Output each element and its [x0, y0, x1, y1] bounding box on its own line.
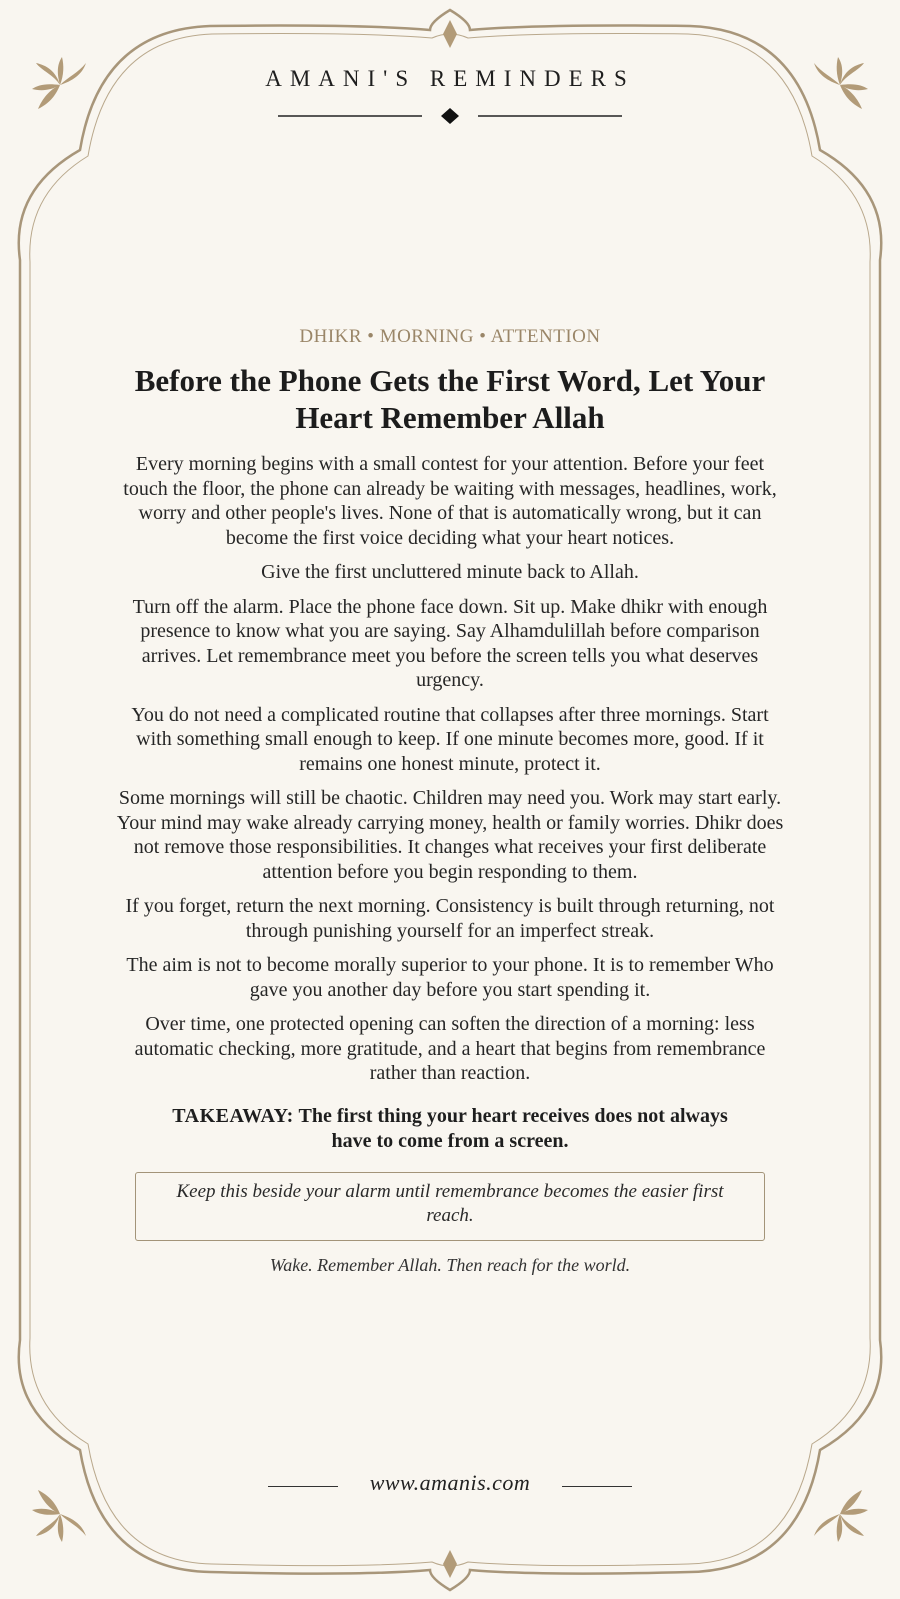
- article-paragraph: You do not need a complicated routine that collapses after three mornings. Start with something small enough to keep. If one minute becomes more, good. If it remains one honest minute, protect it.: [131, 703, 769, 775]
- sign-off: Wake. Remember Allah. Then reach for the world.: [269, 1254, 631, 1275]
- takeaway: [150, 1104, 750, 1154]
- article-paragraph: Over time, one protected opening can soften the direction of a morning: less automatic checking, more gratitude, and a heart that begins from remembrance rather than reaction.: [134, 1013, 766, 1084]
- article-paragraph: Every morning begins with a small contest for your attention. Before your feet touch the floor, the phone can already be waiting with messages, headlines, work, worry and other people's lives. None of that is automatically wrong, but it can become the first voice deciding what your heart notices.: [123, 453, 777, 549]
- takeaway-label: TAKEAWAY:: [172, 1104, 294, 1127]
- article-paragraph: Some mornings will still be chaotic. Children may need you. Work may start early. Your mind may wake already carrying money, health or family worries. Dhikr does not remove those responsibilities. It changes what receives your first deliberate attention before you begin responding to them.: [116, 787, 784, 883]
- corner-flourish-icon-bottom-right: [814, 1490, 868, 1542]
- top-diamond-icon: [443, 20, 457, 48]
- footer-website-link[interactable]: www.amanis.com: [369, 1470, 531, 1495]
- article-paragraph: If you forget, return the next morning. Consistency is built through returning, not through punishing yourself for an imperfect streak.: [125, 895, 775, 942]
- corner-flourish-icon-bottom-left: [32, 1490, 86, 1542]
- article: [113, 326, 787, 1276]
- article-paragraph: Give the first uncluttered minute back to Allah.: [261, 561, 639, 583]
- reminder-note-box: Keep this beside your alarm until remembrance becomes the easier first reach.: [135, 1172, 765, 1241]
- bottom-diamond-icon: [443, 1550, 457, 1578]
- article-paragraph: The aim is not to become morally superior to your phone. It is to remember Who gave you another day before you start spending it.: [126, 954, 774, 1001]
- article-kicker: DHIKR • MORNING • ATTENTION: [299, 326, 601, 347]
- brand-title: AMANI'S REMINDERS: [265, 66, 635, 91]
- brand-divider: [0, 108, 900, 124]
- divider-diamond-icon: [441, 108, 459, 124]
- footer: [0, 1470, 900, 1496]
- article-paragraph: Turn off the alarm. Place the phone face down. Sit up. Make dhikr with enough presence to know what you are saying. Say Alhamdulillah before comparison arrives. Let remembrance meet you before the screen tells you what deserves urgency.: [132, 595, 768, 691]
- takeaway-text: The first thing your heart receives does not always have to come from a screen.: [298, 1104, 728, 1152]
- article-title: Before the Phone Gets the First Word, Let Your Heart Remember Allah: [134, 363, 766, 435]
